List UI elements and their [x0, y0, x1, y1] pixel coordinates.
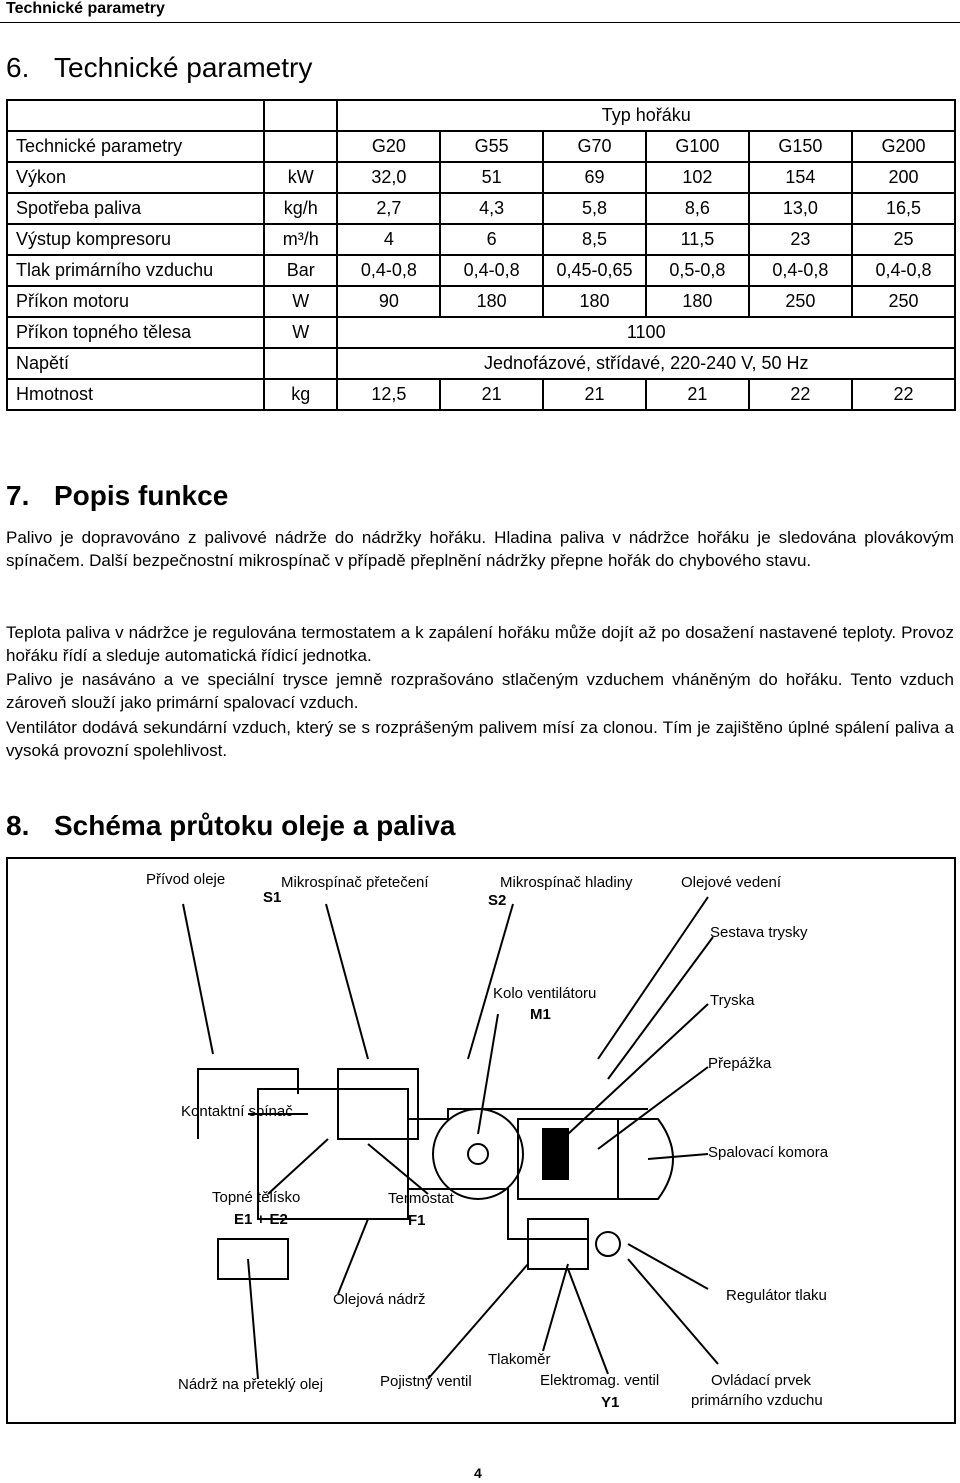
table-header-row-models [7, 131, 955, 162]
leader-line [248, 1259, 258, 1379]
label-tryska: Tryska [710, 992, 755, 1009]
label-privod-oleje: Přívod oleje [146, 871, 226, 888]
section-7-heading [6, 480, 228, 512]
section-6-number: 6. [6, 52, 30, 83]
label-y1: Y1 [601, 1394, 620, 1411]
table-cell: 90 [337, 286, 440, 317]
model-header: G200 [852, 131, 955, 162]
row-name: Příkon motoru [7, 286, 264, 317]
table-row [7, 193, 955, 224]
table-cell: 0,4-0,8 [337, 255, 440, 286]
label-kolo-ventilatoru: Kolo ventilátoru [493, 985, 597, 1002]
leader-line [648, 1154, 708, 1159]
table-cell-merged: 1100 [337, 317, 955, 348]
table-cell: 0,4-0,8 [440, 255, 543, 286]
leader-line [468, 904, 513, 1059]
reservoir-shape [338, 1069, 418, 1139]
section-8-heading [6, 810, 455, 842]
table-cell: 16,5 [852, 193, 955, 224]
table-cell: 5,8 [543, 193, 646, 224]
table-cell: 32,0 [337, 162, 440, 193]
leader-line [543, 1264, 568, 1351]
row-name: Tlak primárního vzduchu [7, 255, 264, 286]
paragraph-2: Teplota paliva v nádržce je regulována termostatem a k zapálení hořáku může dojít až po dosažení nastavené teploty. Provoz hořáku řídí a sleduje automatická řídicí jednotka. [6, 623, 954, 665]
combustion-chamber-shape [618, 1119, 673, 1199]
label-olejova-nadrz: Olejová nádrž [333, 1291, 426, 1308]
label-s2: S2 [488, 892, 507, 909]
leader-line [368, 1144, 428, 1194]
leader-line [568, 1004, 708, 1134]
running-header: Technické parametry [6, 0, 165, 17]
table-cell: 21 [543, 379, 646, 410]
row-unit: Bar [264, 255, 338, 286]
table-row [7, 317, 955, 348]
technical-parameters-table [6, 99, 956, 411]
row-unit: kW [264, 162, 338, 193]
table-cell: 200 [852, 162, 955, 193]
pressure-block-shape [528, 1219, 588, 1269]
pressure-gauge-shape [596, 1232, 620, 1256]
label-s1: S1 [263, 889, 282, 906]
table-cell: 4,3 [440, 193, 543, 224]
table-row [7, 224, 955, 255]
fan-wheel-shape [433, 1109, 523, 1199]
model-header: G100 [646, 131, 749, 162]
label-ovladaci-prvek-line2: primárního vzduchu [691, 1392, 823, 1409]
leader-line [326, 904, 368, 1059]
row-name: Hmotnost [7, 379, 264, 410]
table-cell-merged: Jednofázové, střídavé, 220-240 V, 50 Hz [337, 348, 955, 379]
motor-block-shape [543, 1129, 568, 1179]
leader-line [338, 1219, 368, 1294]
label-sestava-trysky: Sestava trysky [710, 924, 808, 941]
leader-line [628, 1259, 718, 1364]
leader-line [598, 897, 708, 1059]
table-cell: 250 [852, 286, 955, 317]
table-row [7, 255, 955, 286]
label-regulator-tlaku: Regulátor tlaku [726, 1287, 827, 1304]
table-unit-header [264, 131, 338, 162]
leader-line [268, 1139, 328, 1194]
section-6-title: Technické parametry [54, 52, 313, 83]
paragraph-4: Ventilátor dodává sekundární vzduch, který se s rozprášeným palivem mísí za clonou. Tím je zajištěno úplné spálení paliva a vysoká provozní spolehlivost. [6, 718, 954, 760]
row-unit: W [264, 286, 338, 317]
label-prepazka: Přepážka [708, 1055, 772, 1072]
label-tlakomer: Tlakoměr [488, 1351, 551, 1368]
table-cell: 25 [852, 224, 955, 255]
label-ovladaci-prvek-line1: Ovládací prvek [711, 1372, 812, 1389]
model-header: G20 [337, 131, 440, 162]
table-header-row-group [7, 100, 955, 131]
table-cell: 0,5-0,8 [646, 255, 749, 286]
leader-line [183, 904, 213, 1054]
table-cell: 22 [749, 379, 852, 410]
section-8-title: Schéma průtoku oleje a paliva [54, 810, 456, 841]
table-cell: 23 [749, 224, 852, 255]
row-name: Výstup kompresoru [7, 224, 264, 255]
table-cell: 2,7 [337, 193, 440, 224]
label-mikrospinac-hladiny: Mikrospínač hladiny [500, 874, 633, 891]
flow-diagram-drawing [8, 859, 954, 1422]
section-7-title: Popis funkce [54, 480, 229, 511]
leader-line [628, 1244, 708, 1289]
model-header: G150 [749, 131, 852, 162]
row-name: Napětí [7, 348, 264, 379]
table-unit-header-empty [264, 100, 338, 131]
row-unit: kg [264, 379, 338, 410]
table-cell: 250 [749, 286, 852, 317]
label-topne-telisko: Topné tělísko [212, 1189, 301, 1206]
label-nadrz-preteklly: Nádrž na přeteklý olej [178, 1376, 324, 1393]
leader-line [608, 937, 713, 1079]
row-unit: m³/h [264, 224, 338, 255]
table-cell: 8,5 [543, 224, 646, 255]
table-cell: 0,4-0,8 [749, 255, 852, 286]
table-row [7, 379, 955, 410]
row-name: Spotřeba paliva [7, 193, 264, 224]
fan-hub-shape [468, 1144, 488, 1164]
row-unit: kg/h [264, 193, 338, 224]
table-cell: 8,6 [646, 193, 749, 224]
model-header: G55 [440, 131, 543, 162]
section-8-number: 8. [6, 810, 30, 841]
table-cell: 0,4-0,8 [852, 255, 955, 286]
pipe [408, 1109, 648, 1119]
page-number: 4 [474, 1465, 482, 1481]
table-row [7, 162, 955, 193]
row-unit [264, 348, 338, 379]
table-cell: 13,0 [749, 193, 852, 224]
leader-line [478, 1014, 498, 1134]
row-name: Výkon [7, 162, 264, 193]
model-header: G70 [543, 131, 646, 162]
label-elektromag-ventil: Elektromag. ventil [540, 1372, 660, 1389]
header-rule [0, 22, 960, 23]
table-cell: 154 [749, 162, 852, 193]
paragraph-1: Palivo je dopravováno z palivové nádrže do nádržky hořáku. Hladina paliva v nádržce hořáku je sledována plovákovým spínačem. Další bezpečnostní mikrospínač v případě přeplnění nádržky přepne hořák do chybového stavu. [6, 528, 954, 570]
flow-diagram [6, 857, 956, 1424]
table-cell: 21 [440, 379, 543, 410]
label-pojistny-ventil: Pojistný ventil [380, 1373, 472, 1390]
label-spalovaci-komora: Spalovací komora [708, 1144, 829, 1161]
label-olejove-vedeni: Olejové vedení [681, 874, 782, 891]
table-cell: 102 [646, 162, 749, 193]
table-cell: 51 [440, 162, 543, 193]
table-corner-empty [7, 100, 264, 131]
label-termostat: Termostat [388, 1190, 454, 1207]
table-row [7, 286, 955, 317]
table-group-header: Typ hořáku [337, 100, 955, 131]
label-e1e2: E1 + E2 [234, 1211, 288, 1228]
table-cell: 180 [646, 286, 749, 317]
table-cell: 0,45-0,65 [543, 255, 646, 286]
table-cell: 22 [852, 379, 955, 410]
table-cell: 180 [543, 286, 646, 317]
overflow-tank-shape [218, 1239, 288, 1279]
section-7-number: 7. [6, 480, 30, 511]
row-unit: W [264, 317, 338, 348]
leader-line [568, 1269, 608, 1374]
section-6-heading [6, 52, 312, 84]
table-cell: 4 [337, 224, 440, 255]
table-corner-label: Technické parametry [7, 131, 264, 162]
label-mikrospinac-preteceni: Mikrospínač přetečení [281, 874, 429, 891]
table-cell: 12,5 [337, 379, 440, 410]
table-cell: 180 [440, 286, 543, 317]
row-name: Příkon topného tělesa [7, 317, 264, 348]
paragraph-3: Palivo je nasáváno a ve speciální trysce jemně rozprašováno stlačeným vzduchem vháněným do hořáku. Tento vzduch zároveň slouží jako primární spalovací vzduch. [6, 670, 954, 712]
table-cell: 11,5 [646, 224, 749, 255]
table-cell: 6 [440, 224, 543, 255]
label-m1: M1 [530, 1006, 551, 1023]
table-row [7, 348, 955, 379]
label-kontaktni-spinac: Kontaktní spínač [181, 1103, 293, 1120]
table-cell: 69 [543, 162, 646, 193]
label-f1: F1 [408, 1212, 426, 1229]
table-cell: 21 [646, 379, 749, 410]
